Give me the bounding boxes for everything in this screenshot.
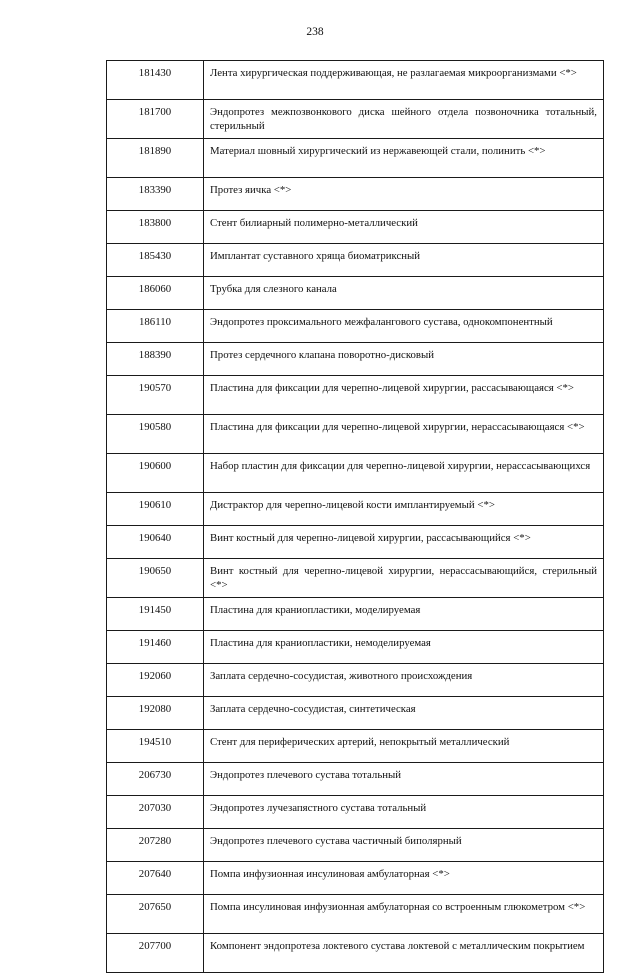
table-row [107, 61, 604, 100]
description-cell: Пластина для фиксации для черепно-лицевой хирургии, рассасывающаяся <*> [204, 376, 604, 415]
description-cell: Набор пластин для фиксации для черепно-лицевой хирургии, нерассасывающихся [204, 454, 604, 493]
code-cell: 181430 [107, 61, 204, 100]
table-row [107, 664, 604, 697]
table-row [107, 100, 604, 139]
code-cell: 207700 [107, 934, 204, 973]
table-row [107, 763, 604, 796]
code-cell: 192080 [107, 697, 204, 730]
table-row [107, 139, 604, 178]
description-cell: Эндопротез лучезапястного сустава тотальный [204, 796, 604, 829]
description-cell: Эндопротез проксимального межфалангового сустава, однокомпонентный [204, 310, 604, 343]
table-row [107, 829, 604, 862]
description-cell: Пластина для фиксации для черепно-лицевой хирургии, нерассасывающаяся <*> [204, 415, 604, 454]
description-cell: Винт костный для черепно-лицевой хирургии, рассасывающийся <*> [204, 526, 604, 559]
description-cell: Пластина для краниопластики, моделируемая [204, 598, 604, 631]
code-cell: 207650 [107, 895, 204, 934]
table-row [107, 934, 604, 973]
table-row [107, 493, 604, 526]
code-cell: 190580 [107, 415, 204, 454]
code-cell: 190640 [107, 526, 204, 559]
code-cell: 191450 [107, 598, 204, 631]
code-cell: 183390 [107, 178, 204, 211]
table-row [107, 895, 604, 934]
description-cell: Дистрактор для черепно-лицевой кости имплантируемый <*> [204, 493, 604, 526]
table-row [107, 415, 604, 454]
table-row [107, 343, 604, 376]
description-cell: Эндопротез плечевого сустава частичный биполярный [204, 829, 604, 862]
table-row [107, 697, 604, 730]
table-row [107, 244, 604, 277]
description-cell: Протез яичка <*> [204, 178, 604, 211]
code-cell: 190650 [107, 559, 204, 598]
table-row [107, 862, 604, 895]
table-row [107, 454, 604, 493]
description-cell: Протез сердечного клапана поворотно-дисковый [204, 343, 604, 376]
code-cell: 206730 [107, 763, 204, 796]
description-cell: Помпа инсулиновая инфузионная амбулаторная со встроенным глюкометром <*> [204, 895, 604, 934]
code-cell: 181700 [107, 100, 204, 139]
device-code-table [106, 60, 604, 973]
code-cell: 194510 [107, 730, 204, 763]
description-cell: Компонент эндопротеза локтевого сустава локтевой с металлическим покрытием [204, 934, 604, 973]
description-cell: Пластина для краниопластики, немоделируемая [204, 631, 604, 664]
description-cell: Эндопротез плечевого сустава тотальный [204, 763, 604, 796]
code-cell: 207030 [107, 796, 204, 829]
table-row [107, 178, 604, 211]
code-cell: 186110 [107, 310, 204, 343]
description-cell: Стент для периферических артерий, непокрытый металлический [204, 730, 604, 763]
code-cell: 207280 [107, 829, 204, 862]
table-row [107, 526, 604, 559]
code-cell: 185430 [107, 244, 204, 277]
description-cell: Стент билиарный полимерно-металлический [204, 211, 604, 244]
code-cell: 192060 [107, 664, 204, 697]
description-cell: Заплата сердечно-сосудистая, синтетическая [204, 697, 604, 730]
code-cell: 191460 [107, 631, 204, 664]
table-row [107, 598, 604, 631]
description-cell: Помпа инфузионная инсулиновая амбулаторная <*> [204, 862, 604, 895]
table-row [107, 211, 604, 244]
table-row [107, 796, 604, 829]
table-row [107, 631, 604, 664]
page-number: 238 [306, 26, 324, 38]
table-row [107, 376, 604, 415]
code-cell: 190600 [107, 454, 204, 493]
description-cell: Трубка для слезного канала [204, 277, 604, 310]
table-row [107, 277, 604, 310]
code-cell: 181890 [107, 139, 204, 178]
table-row [107, 730, 604, 763]
code-cell: 207640 [107, 862, 204, 895]
description-cell: Материал шовный хирургический из нержавеющей стали, полинить <*> [204, 139, 604, 178]
code-cell: 190610 [107, 493, 204, 526]
code-cell: 186060 [107, 277, 204, 310]
description-cell: Заплата сердечно-сосудистая, животного происхождения [204, 664, 604, 697]
code-cell: 183800 [107, 211, 204, 244]
table-row [107, 559, 604, 598]
code-cell: 188390 [107, 343, 204, 376]
code-cell: 190570 [107, 376, 204, 415]
description-cell: Эндопротез межпозвонкового диска шейного отдела позвоночника тотальный, стерильный [204, 100, 604, 139]
description-cell: Имплантат суставного хряща биоматриксный [204, 244, 604, 277]
description-cell: Лента хирургическая поддерживающая, не разлагаемая микроорганизмами <*> [204, 61, 604, 100]
table-row [107, 310, 604, 343]
description-cell: Винт костный для черепно-лицевой хирургии, нерассасывающийся, стерильный <*> [204, 559, 604, 598]
